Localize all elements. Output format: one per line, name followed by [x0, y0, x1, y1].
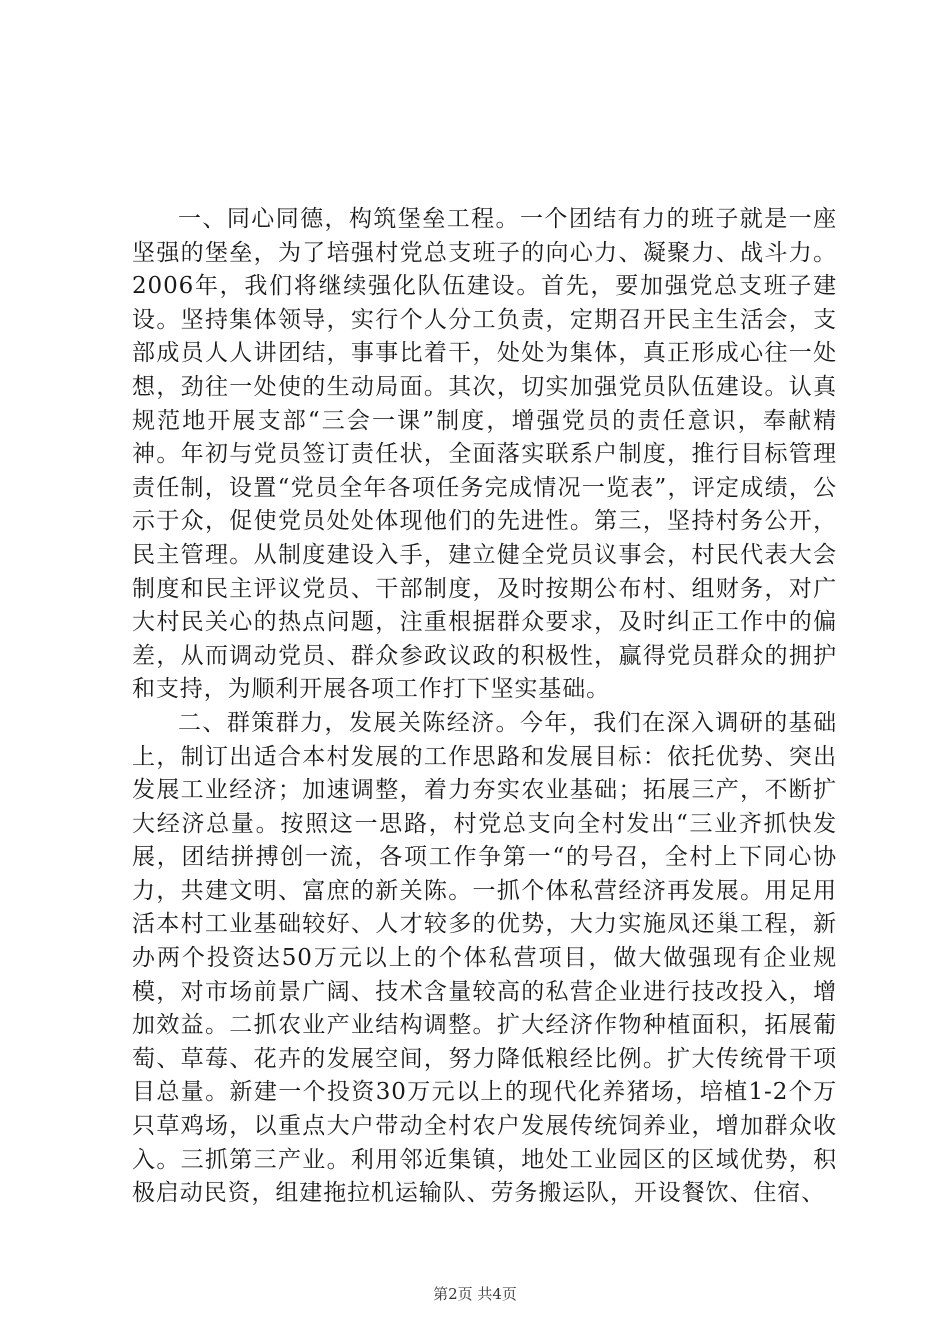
paragraph-2: 二、群策群力，发展关陈经济。今年，我们在深入调研的基础上，制订出适合本村发展的工作思路和发展目标：依托优势、突出发展工业经济；加速调整，着力夯实农业基础；拓展三产，不断扩大经济总量。按照这一思路，村党总支向全村发出“三业齐抓快发展，团结拼搏创一流，各项工作争第一“的号召，全村上下同心协力，共建文明、富庶的新关陈。一抓个体私营经济再发展。用足用活本村工业基础较好、人才较多的优势，大力实施凤还巢工程，新办两个投资达50万元以上的个体私营项目，做大做强现有企业规模，对市场前景广阔、技术含量较高的私营企业进行技改投入，增加效益。二抓农业产业结构调整。扩大经济作物种植面积，拓展葡萄、草莓、花卉的发展空间，努力降低粮经比例。扩大传统骨干项目总量。新建一个投资30万元以上的现代化养猪场，培植1-2个万只草鸡场，以重点大户带动全村农户发展传统饲养业，增加群众收入。三抓第三产业。利用邻近集镇，地处工业园区的区域优势，积极启动民资，组建拖拉机运输队、劳务搬运队，开设餐饮、住宿、 [132, 709, 837, 1207]
paragraph-1: 一、同心同德，构筑堡垒工程。一个团结有力的班子就是一座坚强的堡垒，为了培强村党总支班子的向心力、凝聚力、战斗力。2006年，我们将继续强化队伍建设。首先，要加强党总支班子建设。坚持集体领导，实行个人分工负责，定期召开民主生活会，支部成员人人讲团结，事事比着干，处处为集体，真正形成心往一处想，劲往一处使的生动局面。其次，切实加强党员队伍建设。认真规范地开展支部“三会一课”制度，增强党员的责任意识，奉献精神。年初与党员签订责任状，全面落实联系户制度，推行目标管理责任制，设置“党员全年各项任务完成情况一览表”，评定成绩，公示于众，促使党员处处体现他们的先进性。第三，坚持村务公开，民主管理。从制度建设入手，建立健全党员议事会，村民代表大会制度和民主评议党员、干部制度，及时按期公布村、组财务，对广大村民关心的热点问题，注重根据群众要求，及时纠正工作中的偏差，从而调动党员、群众参政议政的积极性，赢得党员群众的拥护和支持，为顺利开展各项工作打下坚实基础。 [132, 206, 837, 703]
page-number-footer: 第2页 共4页 [433, 1285, 517, 1303]
document-body [132, 203, 837, 1211]
